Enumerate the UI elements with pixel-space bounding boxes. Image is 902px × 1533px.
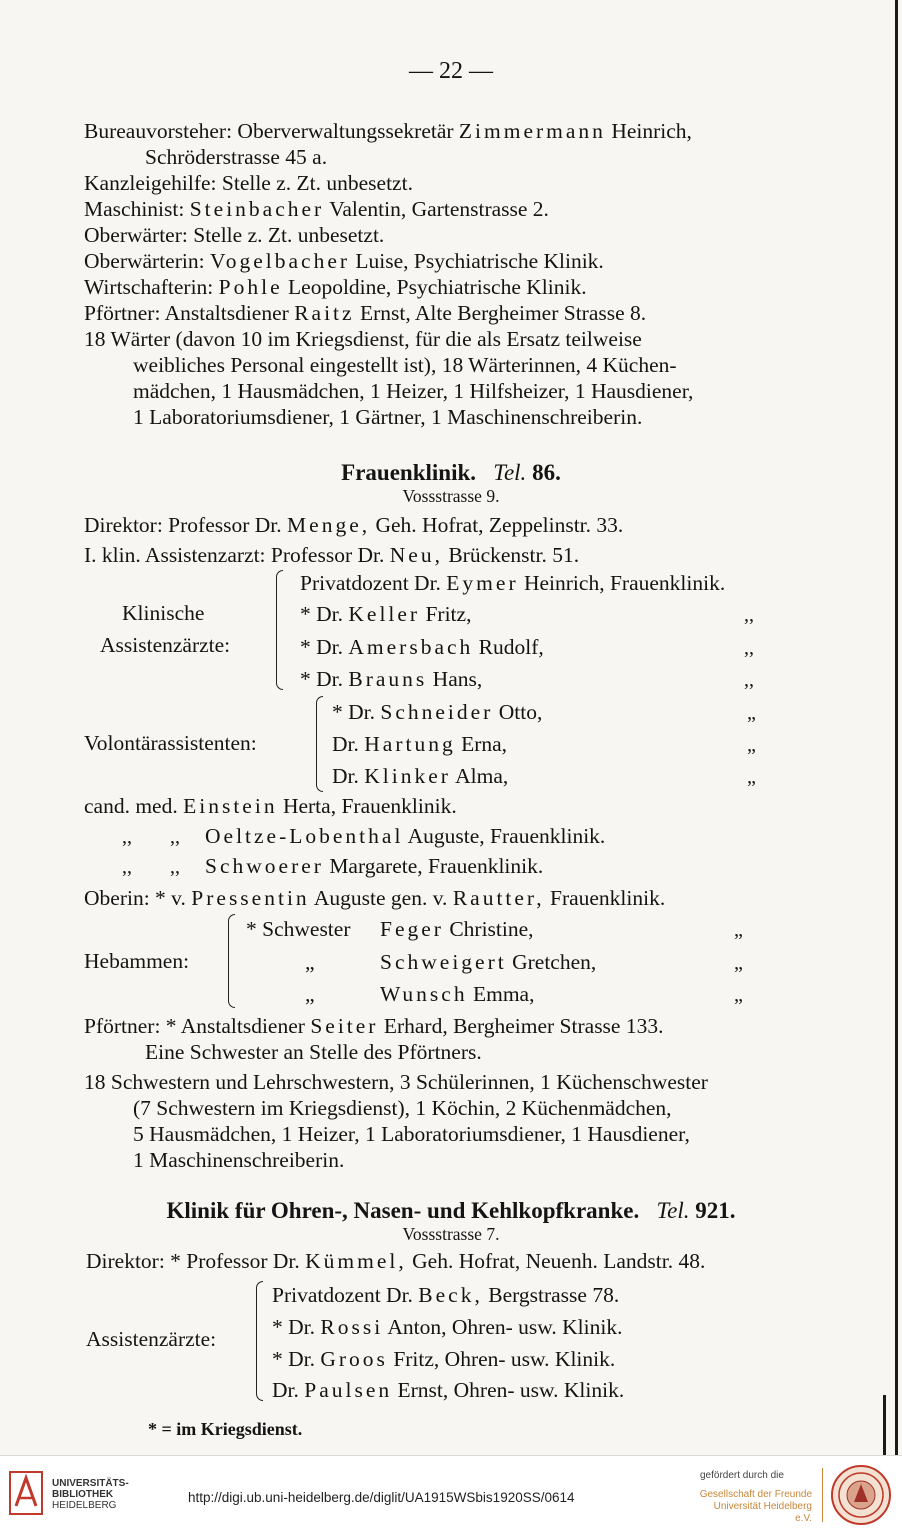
ohrenklinik-assist-row: * Dr. Rossi Anton, Ohren- usw. Klinik.: [272, 1315, 623, 1339]
library-name: UNIVERSITÄTS- BIBLIOTHEK HEIDELBERG: [52, 1478, 129, 1511]
ohrenklinik-direktor: Direktor: * Professor Dr. Kümmel, Geh. Hofrat, Neuenh. Landstr. 48.: [86, 1249, 706, 1273]
frauenklinik-staff-3: 5 Hausmädchen, 1 Heizer, 1 Laboratoriumsdiener, 1 Hausdiener,: [133, 1122, 690, 1146]
klinische-row: Privatdozent Dr. Eymer Heinrich, Frauenklinik.: [300, 571, 726, 595]
frauenklinik-heading: Frauenklinik. Tel. 86.: [341, 460, 561, 485]
ditto-mark: ,,: [170, 856, 180, 878]
bureau-address: Schröderstrasse 45 a.: [145, 145, 328, 169]
ditto-mark: „: [747, 734, 756, 756]
staff-line-1: 18 Wärter (davon 10 im Kriegsdienst, für die als Ersatz teilweise: [84, 327, 642, 351]
frauenklinik-pfoertner: Pförtner: * Anstaltsdiener Seiter Erhard, Bergheimer Strasse 133.: [84, 1014, 664, 1038]
maschinist-line: Maschinist: Steinbacher Valentin, Gartenstrasse 2.: [84, 197, 549, 221]
supported-by-label: gefördert durch die: [700, 1470, 784, 1481]
society-name: Gesellschaft der Freunde Universität Heidelberg e.V.: [699, 1489, 812, 1524]
page-number: — 22 —: [409, 58, 493, 84]
volontaer-row: * Dr. Schneider Otto,: [332, 700, 543, 724]
hebamme-name: Feger Christine,: [380, 917, 534, 941]
ditto-mark: ,,: [122, 856, 132, 878]
frauenklinik-staff-2: (7 Schwestern im Kriegsdienst), 1 Köchin, 2 Küchenmädchen,: [133, 1096, 672, 1120]
hebamme-row: „: [305, 950, 315, 974]
volontaer-label: Volontärassistenten:: [84, 731, 257, 755]
ohrenklinik-street: Vossstrasse 7.: [402, 1224, 500, 1244]
cand-med-line: cand. med. Einstein Herta, Frauenklinik.: [84, 794, 457, 818]
oberin-line: Oberin: * v. Pressentin Auguste gen. v. Rautter, Frauenklinik.: [84, 886, 666, 910]
frauenklinik-staff-4: 1 Maschinenschreiberin.: [133, 1148, 345, 1172]
ohrenklinik-assist-row: * Dr. Groos Fritz, Ohren- usw. Klinik.: [272, 1347, 616, 1371]
klinische-label: Klinische: [122, 601, 205, 625]
oberwaerterin-line: Oberwärterin: Vogelbacher Luise, Psychiatrische Klinik.: [84, 249, 604, 273]
ohrenklinik-heading: Klinik für Ohren-, Nasen- und Kehlkopfkranke. Tel. 921.: [166, 1198, 736, 1223]
hebamme-name: Schweigert Gretchen,: [380, 950, 597, 974]
frauenklinik-staff-1: 18 Schwestern und Lehrschwestern, 3 Schülerinnen, 1 Küchenschwester: [84, 1070, 708, 1094]
volontaer-row: Dr. Hartung Erna,: [332, 732, 508, 756]
ditto-mark: „: [747, 766, 756, 788]
frauenklinik-street: Vossstrasse 9.: [402, 486, 500, 506]
oberwaerter-line: Oberwärter: Stelle z. Zt. unbesetzt.: [84, 223, 385, 247]
footnote: * = im Kriegsdienst.: [148, 1419, 303, 1439]
ditto-mark: „: [747, 702, 756, 724]
staff-line-4: 1 Laboratoriumsdiener, 1 Gärtner, 1 Maschinenschreiberin.: [133, 405, 643, 429]
ditto-mark: ,,: [744, 637, 754, 659]
kanzlei-line: Kanzleigehilfe: Stelle z. Zt. unbesetzt.: [84, 171, 413, 195]
brace-volontaer: [316, 696, 323, 792]
scan-edge-right: [895, 0, 898, 1455]
assistenzaerzte-label: Assistenzärzte:: [100, 633, 231, 657]
ditto-mark: „: [734, 919, 743, 941]
hebammen-label: Hebammen:: [84, 949, 190, 973]
scan-edge-mark: [883, 1395, 886, 1455]
ohrenklinik-assist-row: Dr. Paulsen Ernst, Ohren- usw. Klinik.: [272, 1378, 625, 1402]
source-url-link[interactable]: http://digi.ub.uni-heidelberg.de/diglit/UA1915WSbis1920SS/0614: [188, 1490, 575, 1505]
library-logo-icon: [8, 1470, 44, 1516]
klinische-row: * Dr. Brauns Hans,: [300, 667, 483, 691]
university-seal-icon: [830, 1464, 892, 1526]
ditto-mark: ,,: [170, 826, 180, 848]
hebamme-row: „: [305, 982, 315, 1006]
brace-ohrenklinik: [256, 1281, 263, 1401]
ditto-mark: ,,: [744, 604, 754, 626]
ditto-mark: ,,: [744, 669, 754, 691]
staff-line-3: mädchen, 1 Hausmädchen, 1 Heizer, 1 Hilfsheizer, 1 Hausdiener,: [133, 379, 694, 403]
klinische-row: * Dr. Amersbach Rudolf,: [300, 635, 544, 659]
pfoertner-line: Pförtner: Anstaltsdiener Raitz Ernst, Alte Bergheimer Strasse 8.: [84, 301, 647, 325]
frauenklinik-assistenzarzt: I. klin. Assistenzarzt: Professor Dr. Neu, Brückenstr. 51.: [84, 543, 580, 567]
frauenklinik-direktor: Direktor: Professor Dr. Menge, Geh. Hofrat, Zeppelinstr. 33.: [84, 513, 624, 537]
staff-line-2: weibliches Personal eingestellt ist), 18 Wärterinnen, 4 Küchen-: [133, 353, 677, 377]
bureau-line: Bureauvorsteher: Oberverwaltungssekretär Zimmermann Heinrich,: [84, 119, 692, 143]
brace-hebammen: [228, 914, 235, 1008]
hebamme-row: * Schwester: [246, 917, 351, 941]
brace-klinische: [276, 570, 283, 690]
footer-divider: [822, 1468, 823, 1522]
digitization-footer: [0, 1455, 902, 1533]
wirtschafterin-line: Wirtschafterin: Pohle Leopoldine, Psychiatrische Klinik.: [84, 275, 587, 299]
hebamme-name: Wunsch Emma,: [380, 982, 535, 1006]
cand-line-2: Oeltze-Lobenthal Auguste, Frauenklinik.: [205, 824, 606, 848]
ditto-mark: „: [734, 984, 743, 1006]
ohrenklinik-assist-row: Privatdozent Dr. Beck, Bergstrasse 78.: [272, 1283, 620, 1307]
ditto-mark: „: [734, 952, 743, 974]
ohrenklinik-assist-label: Assistenzärzte:: [86, 1327, 217, 1351]
ditto-mark: ,,: [122, 826, 132, 848]
frauenklinik-pfoertner-note: Eine Schwester an Stelle des Pförtners.: [145, 1040, 482, 1064]
klinische-row: * Dr. Keller Fritz,: [300, 602, 472, 626]
volontaer-row: Dr. Klinker Alma,: [332, 764, 509, 788]
cand-line-3: Schwoerer Margarete, Frauenklinik.: [205, 854, 544, 878]
